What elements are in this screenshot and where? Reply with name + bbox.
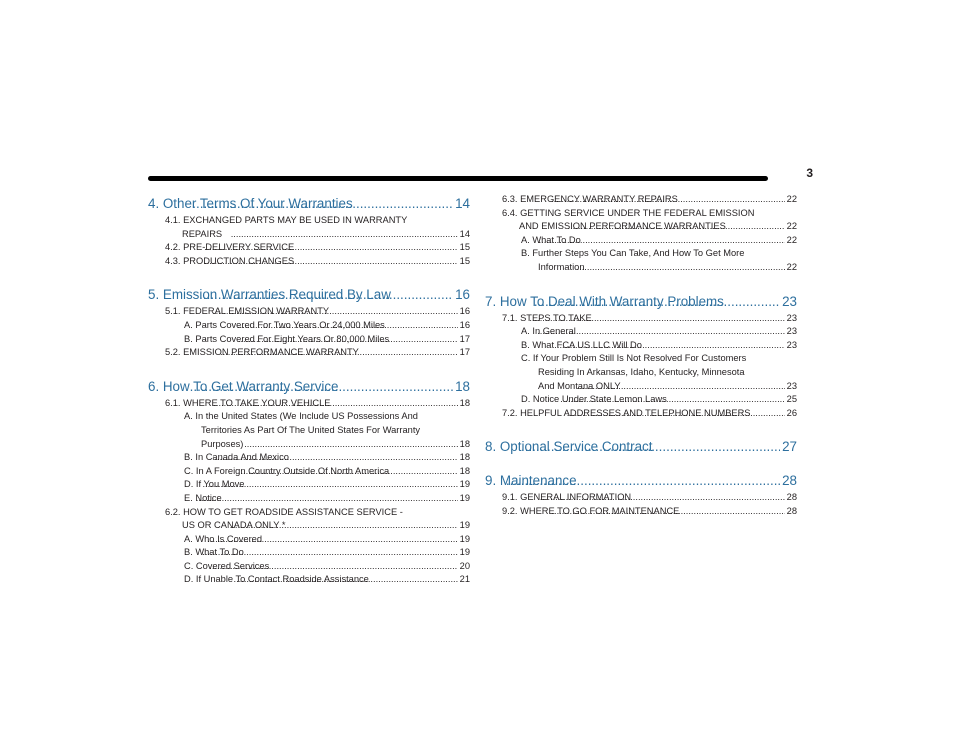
toc-entry-text-line: D. If You Move: [184, 479, 245, 490]
toc-subsection-entry[interactable]: [485, 352, 797, 393]
dot-leader: [196, 492, 458, 506]
dot-leader: [238, 333, 458, 347]
toc-subsection-entry[interactable]: [148, 492, 470, 506]
toc-entry-label: [165, 214, 408, 241]
toc-page-number: 23: [786, 326, 797, 337]
toc-entry-label: [521, 247, 745, 274]
toc-entry-text-line: 7.2. HELPFUL ADDRESSES AND TELEPHONE NUMBERS: [502, 407, 751, 418]
toc-subsection-entry[interactable]: [485, 393, 797, 407]
toc-page-number: 14: [459, 228, 470, 239]
dot-leader: [551, 193, 785, 207]
toc-page-number: 18: [459, 465, 470, 476]
dot-leader: [204, 241, 458, 255]
toc-entry-label: [148, 196, 353, 211]
dot-leader: [537, 325, 784, 339]
toc-subsection-entry[interactable]: [148, 478, 470, 492]
toc-entry-text-line: A. Who Is Covered: [184, 533, 263, 544]
toc-section-entry[interactable]: [148, 255, 470, 269]
toc-entry-text-line: 7. How To Deal With Warranty Problems: [485, 293, 724, 309]
toc-subsection-entry[interactable]: [148, 333, 470, 347]
toc-entry-text-line: B. What To Do: [184, 547, 244, 558]
toc-entry-text-line: Purposes): [201, 438, 244, 449]
toc-entry-label: [148, 287, 391, 303]
toc-page-number: 18: [459, 452, 470, 463]
toc-entry-text-line: 5.2. EMISSION PERFORMANCE WARRANTY: [165, 347, 359, 358]
toc-page-number: 17: [459, 347, 470, 358]
toc-entry-text-line: A. In General: [521, 326, 576, 337]
toc-section-entry[interactable]: [485, 491, 797, 505]
toc-entry-label: [165, 255, 295, 269]
toc-entry-text-line: 6.1. WHERE TO TAKE YOUR VEHICLE: [165, 397, 331, 408]
toc-page-number: 22: [786, 261, 797, 272]
toc-section-entry[interactable]: [148, 214, 470, 241]
toc-entry-label: [502, 312, 592, 326]
dot-leader: [521, 439, 780, 454]
toc-entry-label: [485, 473, 577, 489]
toc-entry-label: [521, 234, 581, 248]
toc-page-number: 21: [459, 574, 470, 585]
toc-section-entry[interactable]: [485, 312, 797, 326]
dot-leader: [567, 407, 785, 421]
page-number: 3: [806, 166, 813, 180]
toc-page-number: 16: [459, 306, 470, 317]
toc-page-number: 17: [459, 333, 470, 344]
dot-leader: [568, 220, 785, 234]
toc-entry-label: [165, 506, 403, 533]
toc-chapter-entry[interactable]: [148, 284, 470, 302]
dot-leader: [577, 380, 785, 394]
dot-leader: [204, 255, 458, 269]
dot-leader: [209, 560, 457, 574]
toc-section-entry[interactable]: [485, 207, 797, 234]
toc-page-number: 28: [786, 505, 797, 516]
toc-entry-text-line: 9.1. GENERAL INFORMATION: [502, 492, 632, 503]
toc-entry-label: [521, 352, 747, 393]
toc-page-number: 23: [786, 380, 797, 391]
header-rule: [148, 176, 768, 181]
dot-leader: [192, 196, 453, 211]
dot-leader: [202, 478, 457, 492]
toc-subsection-entry[interactable]: [148, 451, 470, 465]
toc-entry-text-line: D. Notice Under State Lemon Laws: [521, 394, 667, 405]
toc-entry-label: [184, 492, 222, 506]
toc-entry-text-line: Residing In Arkansas, Idaho, Kentucky, Minnesota: [538, 366, 745, 377]
toc-entry-text-line: And Montana ONLY: [538, 380, 621, 391]
toc-entry-label: [184, 333, 390, 347]
toc-page-number: 26: [786, 407, 797, 418]
toc-page-number: 23: [786, 312, 797, 323]
toc-page-number: 25: [786, 394, 797, 405]
toc-section-entry[interactable]: [148, 241, 470, 255]
toc-entry-label: [184, 478, 245, 492]
dot-leader: [577, 261, 785, 275]
toc-entry-text-line: AND EMISSION PERFORMANCE WARRANTIES: [519, 221, 726, 232]
toc-entry-text-line: 7.1. STEPS TO TAKE: [502, 312, 592, 323]
dot-leader: [529, 312, 784, 326]
toc-page-number: 28: [782, 473, 797, 489]
toc-entry-label: [521, 339, 642, 353]
toc-section-entry[interactable]: [148, 506, 470, 533]
toc-entry-text-line: A. What To Do: [521, 234, 581, 245]
dot-leader: [202, 546, 457, 560]
toc-subsection-entry[interactable]: [148, 319, 470, 333]
toc-entry-label: [485, 439, 653, 455]
toc-chapter-entry[interactable]: [485, 291, 797, 309]
toc-entry-label: [184, 465, 390, 479]
toc-section-entry[interactable]: [485, 505, 797, 519]
toc-entry-text-line: B. What FCA US LLC Will Do: [521, 339, 642, 350]
toc-chapter-entry[interactable]: [148, 193, 470, 211]
toc-entry-label: [502, 207, 755, 234]
dot-leader: [220, 346, 458, 360]
dot-leader: [540, 491, 785, 505]
toc-page-number: 19: [459, 479, 470, 490]
toc-subsection-entry[interactable]: [148, 410, 470, 451]
toc-entry-label: [485, 293, 724, 309]
toc-section-entry[interactable]: [148, 397, 470, 411]
toc-subsection-entry[interactable]: [485, 234, 797, 248]
dot-leader: [234, 573, 458, 587]
toc-entry-label: [184, 546, 244, 560]
toc-entry-text-line: A. Parts Covered For Two Years Or 24,000 Miles: [184, 319, 385, 330]
toc-entry-text-line: 4.3. PRODUCTION CHANGES: [165, 255, 295, 266]
toc-entry-label: [502, 491, 632, 505]
toc-entry-label: [521, 393, 667, 407]
toc-subsection-entry[interactable]: [148, 465, 470, 479]
dot-leader: [534, 294, 780, 309]
toc-chapter-entry[interactable]: [148, 376, 470, 394]
toc-subsection-entry[interactable]: [148, 573, 470, 587]
toc-page-number: 18: [459, 438, 470, 449]
dot-leader: [207, 533, 457, 547]
toc-page-number: 15: [459, 242, 470, 253]
toc-page-number: 14: [455, 196, 470, 211]
toc-entry-label: [184, 451, 289, 465]
toc-entry-label: [184, 573, 369, 587]
toc-subsection-entry[interactable]: [485, 339, 797, 353]
toc-subsection-entry[interactable]: [485, 247, 797, 274]
toc-section-entry[interactable]: [485, 407, 797, 421]
toc-section-entry[interactable]: [485, 193, 797, 207]
toc-entry-text-line: 4. Other Terms Of Your Warranties: [148, 196, 353, 211]
toc-entry-text-line: B. Further Steps You Can Take, And How To Get More: [521, 248, 745, 259]
toc-chapter-entry[interactable]: [485, 436, 797, 454]
toc-entry-text-line: C. If Your Problem Still Is Not Resolved For Customers: [521, 353, 747, 364]
toc-entry-label: [184, 319, 385, 333]
toc-page-number: 18: [455, 378, 470, 394]
toc-subsection-entry[interactable]: [485, 325, 797, 339]
toc-entry-label: [184, 410, 421, 451]
toc-entry-text-line: 5.1. FEDERAL EMISSION WARRANTY: [165, 306, 330, 317]
toc-entry-label: [502, 193, 678, 207]
toc-page-number: 15: [459, 255, 470, 266]
toc-entry-label: [148, 378, 339, 394]
toc-page-number: 27: [782, 439, 797, 455]
toc-entry-text-line: Territories As Part Of The United States For Warranty: [201, 424, 421, 435]
toc-entry-label: [521, 325, 576, 339]
toc-entry-text-line: B. Parts Covered For Eight Years Or 80,000 Miles: [184, 333, 390, 344]
toc-entry-label: [165, 241, 295, 255]
toc-page-number: 16: [455, 287, 470, 303]
toc-page-number: 20: [459, 560, 470, 571]
toc-entry-text-line: 8. Optional Service Contract: [485, 439, 653, 455]
dot-leader: [231, 228, 458, 242]
toc-entry-text-line: 9. Maintenance: [485, 473, 577, 489]
toc-entry-text-line: 4.2. PRE-DELIVERY SERVICE: [165, 242, 295, 253]
toc-page-number: 28: [786, 492, 797, 503]
toc-entry-text-line: C. Covered Services: [184, 560, 270, 571]
toc-entry-text-line: D. If Unable To Contact Roadside Assistance: [184, 574, 369, 585]
toc-page-number: 18: [459, 397, 470, 408]
toc-entry-text-line: US OR CANADA ONLY *: [182, 520, 286, 531]
toc-entry-label: [184, 533, 263, 547]
dot-leader: [213, 397, 457, 411]
toc-page-number: 19: [459, 547, 470, 558]
toc-chapter-entry[interactable]: [485, 470, 797, 488]
toc-subsection-entry[interactable]: [148, 560, 470, 574]
toc-page-number: 23: [782, 293, 797, 309]
dot-leader: [213, 305, 458, 319]
dot-leader: [539, 234, 785, 248]
toc-entry-label: [165, 346, 359, 360]
toc-entry-label: [502, 407, 751, 421]
toc-entry-text-line: REPAIRS: [182, 228, 223, 239]
toc-entry-text-line: 4.1. EXCHANGED PARTS MAY BE USED IN WARRANTY: [165, 215, 408, 225]
toc-subsection-entry[interactable]: [148, 546, 470, 560]
toc-page-number: 19: [459, 520, 470, 531]
dot-leader: [237, 319, 458, 333]
toc-entry-text-line: E. Notice: [184, 492, 222, 503]
toc-page-number: 23: [786, 339, 797, 350]
toc-entry-text-line: 6.4. GETTING SERVICE UNDER THE FEDERAL EMISSION: [502, 207, 755, 218]
toc-page-number: 22: [786, 234, 797, 245]
toc-entry-text-line: B. In Canada And Mexico: [184, 452, 289, 463]
toc-entry-label: [165, 397, 331, 411]
toc-entry-text-line: 5. Emission Warranties Required By Law: [148, 287, 391, 303]
dot-leader: [238, 465, 458, 479]
toc-page-number: 19: [459, 533, 470, 544]
toc-left-column: [148, 193, 470, 587]
dot-leader: [554, 339, 784, 353]
toc-entry-text-line: C. In A Foreign Country Outside Of North America: [184, 465, 390, 476]
toc-page-number: 16: [459, 319, 470, 330]
toc-entry-text-line: A. In the United States (We Include US Possessions And: [184, 411, 418, 422]
dot-leader: [190, 379, 453, 394]
dot-leader: [230, 519, 458, 533]
toc-entry-text-line: 9.2. WHERE TO GO FOR MAINTENANCE: [502, 505, 680, 516]
toc-section-entry[interactable]: [148, 305, 470, 319]
toc-entry-text-line: 6.3. EMERGENCY WARRANTY REPAIRS: [502, 194, 678, 204]
toc-page-number: 22: [786, 221, 797, 232]
toc-entry-text-line: 6.2. HOW TO GET ROADSIDE ASSISTANCE SERVICE -: [165, 506, 403, 517]
dot-leader: [244, 438, 457, 452]
dot-leader: [551, 505, 784, 519]
dot-leader: [199, 287, 453, 302]
toc-subsection-entry[interactable]: [148, 533, 470, 547]
toc-entry-text-line: 6. How To Get Warranty Service: [148, 378, 339, 394]
toc-right-column: [485, 193, 797, 519]
toc-entry-label: [502, 505, 680, 519]
toc-entry-label: [165, 305, 330, 319]
dot-leader: [506, 473, 780, 488]
dot-leader: [560, 393, 785, 407]
toc-section-entry[interactable]: [148, 346, 470, 360]
toc-entry-text-line: Information: [538, 261, 585, 272]
toc-entry-label: [184, 560, 270, 574]
dot-leader: [214, 451, 457, 465]
toc-page-number: 19: [459, 492, 470, 503]
toc-page-number: 22: [786, 194, 797, 204]
